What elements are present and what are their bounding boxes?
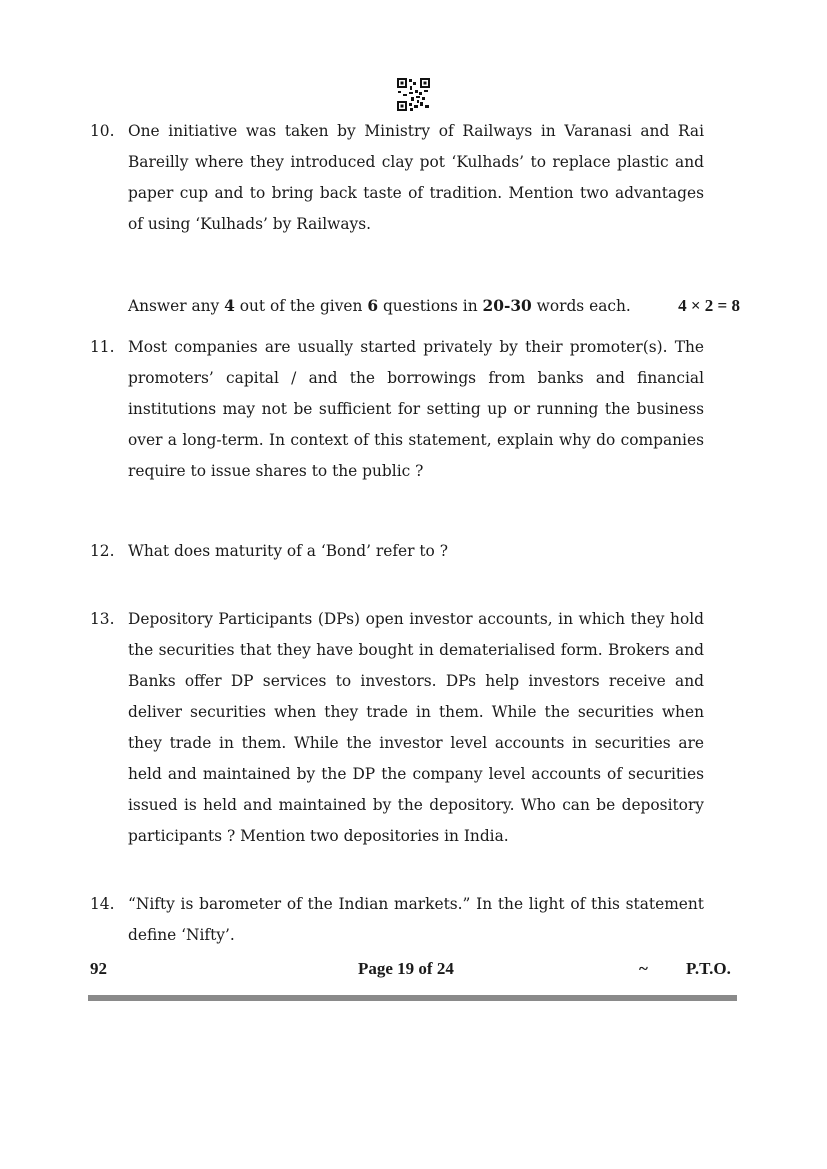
marks-allocation: 4 × 2 = 8 — [678, 296, 740, 315]
question-number: 12. — [90, 542, 115, 560]
instruction-word-range: 20-30 — [482, 297, 532, 315]
question-text: One initiative was taken by Ministry of Railways in Varanasi and Rai Bareilly where they introduced clay pot ‘Kulhads’ to replace plastic and paper cup and to bring back taste of tradition. Mention two advantages of using ‘Kulhads’ by Railways. — [128, 122, 704, 233]
question-text: What does maturity of a ‘Bond’ refer to ? — [128, 542, 448, 560]
question-number: 14. — [90, 895, 115, 913]
page-number: Page 19 of 24 — [358, 959, 454, 978]
question-number: 10. — [90, 122, 115, 140]
question-text: Depository Participants (DPs) open investor accounts, in which they hold the securities that they have bought in dematerialised form. Brokers and Banks offer DP services to investors. DPs help investors receive and deliver securities when they trade in them. While the securities when they trade in them. While the investor level accounts in securities are held and maintained by the DP the company level accounts of securities issued is held and maintained by the depository. Who can be depository participants ? Mention two depositories in India. — [128, 610, 704, 845]
instruction-text: out of the given — [234, 297, 368, 315]
question-10 — [90, 116, 704, 240]
instruction-count: 4 — [224, 297, 235, 315]
question-11 — [90, 332, 704, 487]
question-14 — [90, 889, 704, 951]
tilde-mark: ~ — [639, 959, 648, 978]
section-instruction — [128, 293, 740, 319]
instruction-text: questions in — [378, 297, 483, 315]
footer-divider — [88, 995, 737, 1001]
question-number: 13. — [90, 610, 115, 628]
qr-code-icon — [397, 78, 430, 111]
instruction-text: words each. — [531, 297, 631, 315]
question-text: Most companies are usually started privately by their promoter(s). The promoters’ capital / and the borrowings from banks and financial institutions may not be sufficient for setting up or running the business over a long-term. In context of this statement, explain why do companies require to issue shares to the public ? — [128, 338, 704, 480]
question-text: “Nifty is barometer of the Indian markets.” In the light of this statement define ‘Nifty’. — [128, 895, 704, 944]
question-number: 11. — [90, 338, 115, 356]
instruction-total: 6 — [367, 297, 379, 315]
question-12 — [90, 536, 704, 567]
instruction-text: Answer any — [128, 297, 225, 315]
paper-code: 92 — [90, 959, 107, 978]
page-footer — [88, 959, 738, 985]
question-13 — [90, 604, 704, 852]
pto-label: P.T.O. — [686, 959, 731, 978]
